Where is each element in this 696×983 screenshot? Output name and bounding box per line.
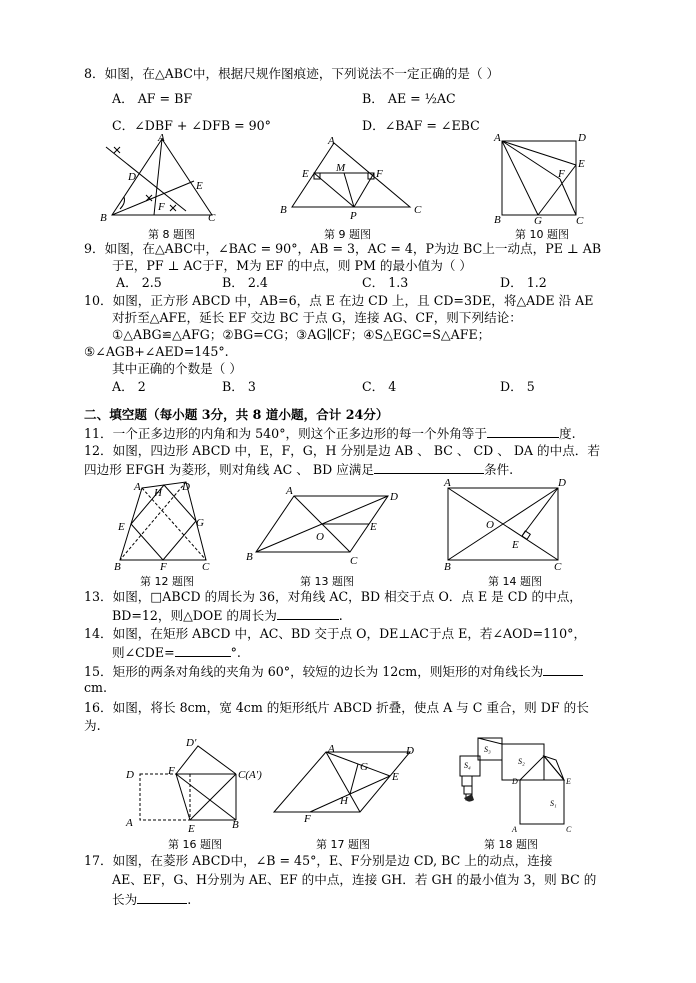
q17-line3 [112, 891, 191, 908]
fig17-label-h: H [340, 795, 348, 807]
q9-line2: 于E，PF ⊥ AC于F，M为 EF 的中点，则 PM 的最小值为（ ） [112, 258, 473, 273]
fig13-label-c: C [350, 555, 358, 567]
fig16-label-b: B [232, 819, 239, 831]
q16-line1: 16．如图，将长 8cm，宽 4cm 的矩形纸片 ABCD 折叠，使点 A 与 C 重合，则 DF 的长 [84, 700, 589, 715]
fig12-label-b: B [114, 561, 121, 573]
fig18-label-c: C [566, 825, 572, 834]
caption-fig16: 第 16 题图 [168, 838, 222, 851]
figure-10 [492, 133, 592, 225]
fig13-label-d: D [390, 491, 398, 503]
fig9-label-a: A [328, 135, 335, 147]
q8-option-a: A． AF = BF [112, 91, 193, 106]
fig10-label-g: G [534, 215, 542, 227]
q10-option-c: C． 4 [362, 379, 397, 394]
q12-line1: 12．如图，四边形 ABCD 中，E，F，G，H 分别是边 AB 、 BC 、 CD 、 DA 的中点．若 [84, 443, 600, 458]
fig13-label-b: B [246, 551, 253, 563]
fig9-label-b: B [280, 204, 287, 216]
caption-fig9: 第 9 题图 [324, 228, 371, 241]
q8-option-d: D．∠BAF = ∠EBC [362, 118, 480, 133]
q10-line3: ①△ABG≌△AFG；②BG=CG；③AG∥CF；④S△EGC=S△AFE； [112, 327, 491, 342]
q15-blank[interactable] [543, 663, 583, 676]
q14-blank[interactable] [175, 644, 231, 657]
q13-blank[interactable] [277, 607, 339, 620]
q8-stem: 8．如图，在△ABC中，根据尺规作图痕迹，下列说法不一定正确的是（ ） [84, 66, 500, 81]
figure-12 [112, 478, 212, 572]
fig16-label-dprime: D′ [186, 737, 197, 749]
fig12-label-g: G [196, 517, 204, 529]
fig14-label-e: E [512, 539, 519, 551]
fig12-label-e: E [118, 521, 125, 533]
fig8-label-d: D [128, 171, 136, 183]
q17-blank[interactable] [137, 891, 187, 904]
fig17-label-f: F [304, 813, 311, 825]
caption-fig18: 第 18 题图 [484, 838, 538, 851]
fig10-label-b: B [494, 214, 501, 226]
fig10-label-f: F [558, 168, 565, 180]
fig18-label-s4: S₄ [464, 761, 471, 770]
fig9-label-c: C [414, 204, 422, 216]
fig14-label-c: C [554, 561, 562, 573]
fig18-label-s3: S₃ [484, 745, 491, 754]
q17-text: 长为 [112, 892, 138, 907]
q10-option-a: A． 2 [112, 379, 146, 394]
q11-suffix: 度. [559, 426, 576, 441]
q11-text: 11．一个正多边形的内角和为 540°，则这个正多边形的每一个外角等于 [84, 426, 487, 441]
fig12-label-a: A [134, 481, 141, 493]
figure-8 [100, 133, 230, 228]
fig16-label-ca: C(A′) [238, 769, 262, 781]
caption-fig17: 第 17 题图 [316, 838, 370, 851]
q10-line5: 其中正确的个数是（ ） [112, 361, 242, 376]
q8-option-c: C．∠DBF + ∠DFB = 90° [112, 118, 271, 133]
q14-suffix: °. [230, 645, 241, 660]
fig10-label-e: E [578, 158, 585, 170]
fig14-label-b: B [444, 561, 451, 573]
caption-fig14: 第 14 题图 [488, 575, 542, 588]
q14-line2 [112, 644, 241, 661]
q8-option-b: B． AE = ½AC [362, 91, 456, 106]
q10-option-b: B． 3 [222, 379, 256, 394]
caption-fig8: 第 8 题图 [148, 228, 195, 241]
fig18-label-e: E [566, 777, 571, 786]
q15-text: 15．矩形的两条对角线的夹角为 60°，较短的边长为 12cm，则矩形的对角线长为 [84, 664, 544, 679]
q12-line2 [84, 461, 513, 478]
q17-line1: 17．如图，在菱形 ABCD中，∠B = 45°，E、F分别是边 CD, BC 上的动点，连接 [84, 853, 553, 868]
fig9-label-p: P [350, 210, 357, 222]
figure-16 [120, 736, 270, 836]
q12-text: 四边形 EFGH 为菱形，则对角线 AC 、 BD 应满足 [84, 462, 374, 477]
fig12-label-h: H [154, 487, 162, 499]
q10-line1: 10．如图，正方形 ABCD 中，AB=6，点 E 在边 CD 上，且 CD=3DE，将△ADE 沿 AE [84, 293, 594, 308]
fig18-label-d: D [512, 777, 518, 786]
fig18-label-a: A [512, 825, 517, 834]
fig10-label-a: A [494, 132, 501, 144]
fig18-label-s2: S₂ [518, 757, 525, 766]
figure-13 [240, 484, 400, 568]
fig17-label-g: G [360, 761, 368, 773]
q16-line2: 为. [84, 718, 101, 733]
q13-line1: 13．如图，□ABCD 的周长为 36，对角线 AC，BD 相交于点 O．点 E 是 CD 的中点， [84, 589, 582, 604]
fig8-label-f: F [158, 201, 165, 213]
q14-line1: 14．如图，在矩形 ABCD 中，AC、BD 交于点 O，DE⊥AC于点 E，若∠AOD=110°， [84, 626, 587, 641]
fig16-label-e: E [188, 823, 195, 835]
q9-option-a: A． 2.5 [116, 275, 162, 290]
caption-fig10: 第 10 题图 [515, 228, 569, 241]
fig13-label-a: A [286, 485, 293, 497]
q12-blank[interactable] [374, 461, 484, 474]
fig8-label-a: A [158, 132, 165, 144]
q9-option-b: B． 2.4 [222, 275, 268, 290]
q10-line4: ⑤∠AGB+∠AED=145°. [84, 344, 229, 359]
fig17-label-d: D [406, 745, 414, 757]
fig8-label-c: C [208, 212, 216, 224]
fig10-label-d: D [578, 132, 586, 144]
fig12-label-f: F [160, 561, 167, 573]
q9-option-d: D． 1.2 [500, 275, 547, 290]
q15-line1 [84, 663, 583, 680]
fig9-label-e: E [302, 168, 309, 180]
fig9-label-f: F [376, 168, 383, 180]
fig13-label-o: O [316, 531, 324, 543]
fig17-label-a: A [328, 743, 335, 755]
q11-line [84, 425, 576, 442]
figure-17 [268, 744, 418, 824]
fig12-label-c: C [202, 561, 210, 573]
figure-18 [448, 730, 588, 835]
q14-text: 则∠CDE= [112, 645, 175, 660]
q13-suffix: . [338, 608, 343, 623]
fig16-label-a: A [126, 817, 133, 829]
caption-fig12: 第 12 题图 [140, 575, 194, 588]
fig12-label-d: D [182, 481, 190, 493]
fig14-label-a: A [444, 477, 451, 489]
fig16-label-f: F [168, 765, 175, 777]
fig14-label-o: O [486, 519, 494, 531]
fig13-label-e: E [370, 521, 377, 533]
section-fill-in-title: 二、填空题（每小题 3分，共 8 道小题，合计 24分） [84, 407, 389, 422]
fig17-label-e: E [392, 771, 399, 783]
q17-line2: AE、EF，G、H分别为 AE、EF 的中点，连接 GH．若 GH 的最小值为 3，则 BC 的 [112, 872, 597, 887]
fig16-label-d: D [126, 769, 134, 781]
q13-line2 [112, 607, 343, 624]
caption-fig13: 第 13 题图 [300, 575, 354, 588]
q17-suffix: . [187, 892, 192, 907]
q10-line2: 对折至△AFE，延长 EF 交边 BC 于点 G，连接 AG、CF，则下列结论： [112, 310, 522, 325]
figure-9 [280, 135, 430, 220]
q11-blank[interactable] [487, 425, 559, 438]
q13-text: BD=12，则△DOE 的周长为 [112, 608, 277, 623]
figure-14 [440, 478, 570, 572]
fig8-label-b: B [100, 212, 107, 224]
q9-option-c: C． 1.3 [362, 275, 409, 290]
q9-line1: 9．如图，在△ABC中，∠BAC = 90°，AB = 3，AC = 4，P为边 BC上一动点，PE ⊥ AB [84, 241, 602, 256]
fig10-label-c: C [576, 215, 584, 227]
fig14-label-d: D [558, 477, 566, 489]
q15-line2: cm. [84, 680, 107, 695]
fig8-label-e: E [196, 180, 203, 192]
q12-suffix: 条件. [483, 462, 514, 477]
fig9-label-m: M [336, 162, 346, 174]
fig18-label-s1: S₁ [550, 799, 557, 808]
q10-option-d: D． 5 [500, 379, 535, 394]
